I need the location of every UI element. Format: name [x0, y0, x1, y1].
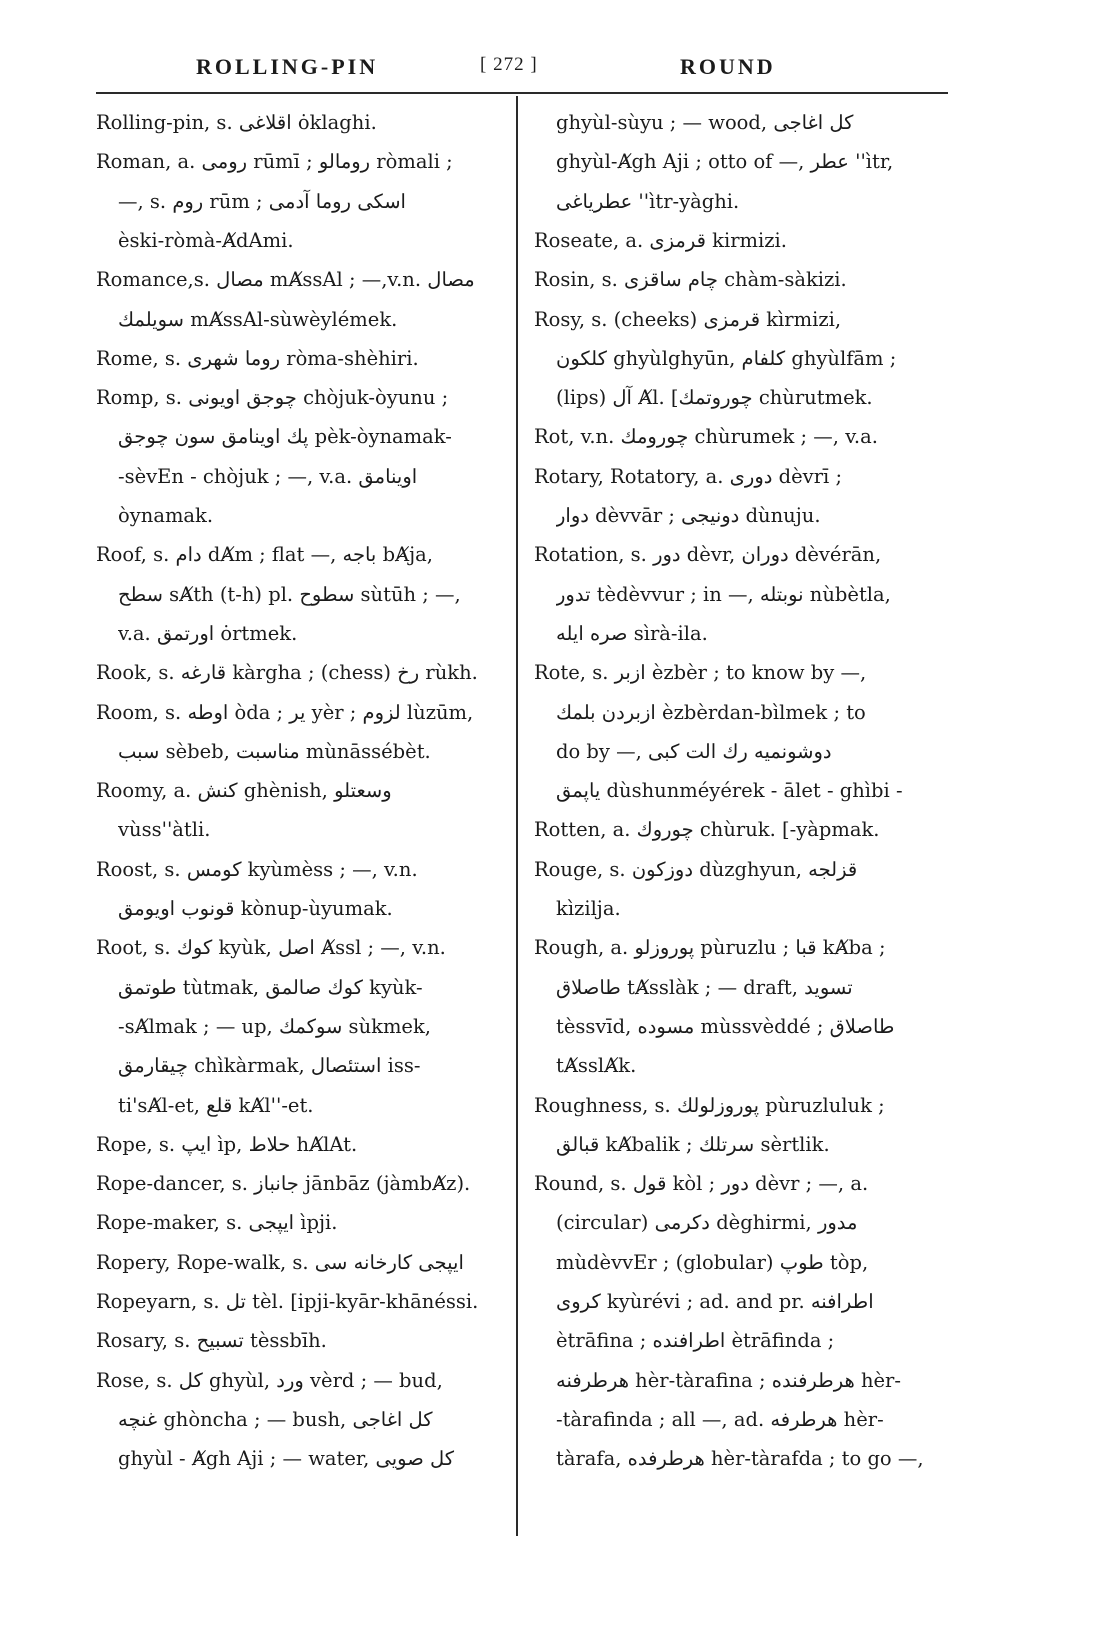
entry-continuation-line: ghyùl-sùyu ; — wood, كل اغاجى	[556, 111, 854, 134]
entry-continuation-line: صره ايله sìrà-ila.	[556, 621, 708, 645]
entry-continuation-line: -sȺlmak ; — up, سوكمك sùkmek,	[118, 1014, 431, 1038]
column-divider	[516, 96, 518, 1536]
entry-headword-line: Rosin, s. چام ساقزى chàm-sàkizi.	[534, 268, 847, 292]
entry-headword-line: Roughness, s. پوروزلولك pùruzluluk ;	[534, 1093, 885, 1117]
entry-headword-line: Romance,s. مصال mȺssAl ; —,v.n. مصال	[96, 268, 475, 292]
entry-continuation-line: سويلمك mȺssAl-sùwèylémek.	[118, 307, 398, 331]
entry-headword-line: Rosy, s. (cheeks) قرمزى kìrmizi,	[534, 307, 842, 331]
entry-continuation-line: vùss''àtli.	[118, 818, 211, 842]
header-last-entry: ROUND	[680, 54, 776, 79]
entry-continuation-line: كروى kyùrévi ; ad. and pr. اطرافنه	[556, 1290, 874, 1313]
entry-headword-line: Rook, s. قارغه kàrgha ; (chess) رخ rùkh.	[96, 661, 478, 685]
entry-continuation-line: طوتمق tùtmak, كوك صالمق kyùk-	[118, 975, 423, 999]
entry-headword-line: Roomy, a. كنش ghènish, وسعتلو	[96, 779, 392, 803]
entry-continuation-line: òynamak.	[118, 504, 214, 527]
entry-continuation-line: ètrāfina ; اطرافنده ètrāfinda ;	[556, 1329, 835, 1353]
entry-continuation-line: —, s. روم rūm ; اسكى روما آدمى	[118, 189, 406, 213]
entry-continuation-line: سطح sȺth (t-h) pl. سطوح sùtūh ; —,	[118, 582, 461, 606]
entry-headword-line: Root, s. كوك kyùk, اصل Ⱥssl ; —, v.n.	[96, 936, 446, 960]
entry-headword-line: Ropeyarn, s. تل tèl. [ipji-kyār-khānéssi.	[96, 1290, 479, 1313]
entry-continuation-line: غنچه ghòncha ; — bush, كل اغاجى	[118, 1407, 433, 1431]
header-first-entry: ROLLING-PIN	[196, 54, 379, 79]
entry-continuation-line: ياپمق dùshunméyérek - ālet - ghìbi -	[556, 779, 903, 803]
entry-headword-line: Rotary, Rotatory, a. دورى dèvrī ;	[534, 464, 843, 488]
entry-headword-line: Rote, s. ازبر èzbèr ; to know by —,	[534, 661, 867, 685]
entry-continuation-line: tȺsslȺk.	[556, 1054, 637, 1078]
entry-headword-line: Rope-dancer, s. جانباز jānbāz (jàmbȺz).	[96, 1172, 471, 1196]
page-number: [ 272 ]	[480, 54, 538, 75]
entry-headword-line: Round, s. قول kòl ; دور dèvr ; —, a.	[534, 1172, 869, 1196]
entry-continuation-line: پك اوينامق سون چوجق pèk-òynamak-	[118, 425, 452, 449]
entry-continuation-line: -sèvEn - chòjuk ; —, v.a. اوينامق	[118, 464, 418, 488]
entry-headword-line: Rouge, s. دوزكون dùzghyun, قزلجه	[534, 857, 858, 881]
entry-headword-line: Rotation, s. دور dèvr, دوران dèvérān,	[534, 543, 882, 567]
entry-continuation-line: قبالق kȺbalik ; سرتلك sèrtlik.	[556, 1132, 830, 1156]
entry-headword-line: Roost, s. كومس kyùmèss ; —, v.n.	[96, 857, 418, 881]
entry-headword-line: Rope, s. ايپ ìp, حلاط hȺlAt.	[96, 1132, 358, 1156]
entry-continuation-line: ghyùl - Ⱥgh Aji ; — water, كل صويى	[118, 1447, 455, 1471]
entry-continuation-line: -tàrafinda ; all —, ad. هرطرفه hèr-	[556, 1407, 884, 1431]
entry-continuation-line: عطرياغى ''ìtr-yàghi.	[556, 189, 740, 213]
entry-headword-line: Rough, a. پوروزلو pùruzlu ; قبا kȺba ;	[534, 936, 886, 960]
entry-continuation-line: v.a. اورتمق ȯrtmek.	[118, 621, 298, 645]
entry-headword-line: Rome, s. روما شهرى ròma-shèhiri.	[96, 346, 419, 370]
entry-continuation-line: طاصلاق tȺsslàk ; — draft, تسويد	[556, 975, 853, 999]
entry-headword-line: Roseate, a. قرمزى kirmizi.	[534, 228, 787, 252]
entry-headword-line: Rose, s. كل ghyùl, ورد vèrd ; — bud,	[96, 1368, 443, 1392]
entry-headword-line: Ropery, Rope-walk, s. ايپجى كارخانه سى	[96, 1250, 464, 1274]
entry-headword-line: Rope-maker, s. ايپجى ìpji.	[96, 1211, 338, 1235]
entry-continuation-line: قونوب اويومق kònup-ùyumak.	[118, 897, 393, 920]
entry-headword-line: Rosary, s. تسبيح tèssbīh.	[96, 1329, 327, 1353]
entry-headword-line: Rotten, a. چوروك chùruk. [-yàpmak.	[534, 818, 880, 842]
entry-continuation-line: èski-ròmà-ȺdAmi.	[118, 228, 294, 252]
entry-continuation-line: تدور tèdèvvur ; in —, نوبتله nùbètla,	[556, 582, 891, 606]
entry-headword-line: Roof, s. دام dȺm ; flat —, باجه bȺja,	[96, 543, 434, 567]
entry-continuation-line: چيقارمق chìkàrmak, استئصال iss-	[118, 1054, 421, 1078]
entry-headword-line: Room, s. اوطه òda ; ير yèr ; لزوم lùzūm,	[96, 700, 474, 724]
entry-continuation-line: ازبردن بلمك èzbèrdan-bìlmek ; to	[556, 700, 866, 724]
entry-headword-line: Roman, a. رومى rūmī ; رومالو ròmali ;	[96, 150, 453, 174]
entry-continuation-line: tàrafa, هرطرفده hèr-tàrafda ; to go —,	[556, 1447, 924, 1471]
entry-headword-line: Romp, s. چوجق اويونى chòjuk-òyunu ;	[96, 386, 449, 410]
entry-continuation-line: kìzilja.	[556, 897, 621, 920]
entry-continuation-line: (circular) دكرمى dèghirmi, مدور	[556, 1211, 858, 1235]
entry-continuation-line: ghyùl-Ⱥgh Aji ; otto of —, عطر ''ìtr,	[556, 150, 894, 174]
entry-headword-line: Rolling-pin, s. اقلاغى ȯklaghi.	[96, 111, 377, 134]
entry-continuation-line: do by —, دوشونميه رك الت كبى	[556, 739, 832, 763]
header-rule	[96, 92, 948, 94]
page-header	[96, 50, 946, 84]
entry-continuation-line: سبب sèbeb, مناسبت mùnāssébèt.	[118, 739, 431, 763]
entry-headword-line: Rot, v.n. چورومك chùrumek ; —, v.a.	[534, 425, 878, 449]
entry-continuation-line: هرطرفنه hèr-tàrafina ; هرطرفنده hèr-	[556, 1368, 901, 1392]
entry-continuation-line: mùdèvvEr ; (globular) طوپ tòp,	[556, 1250, 869, 1274]
entry-continuation-line: (lips) آل Ⱥl. [چوروتمك chùrutmek.	[556, 386, 873, 410]
entry-continuation-line: tèssvīd, مسوده mùssvèddé ; طاصلاق	[556, 1014, 895, 1038]
entry-continuation-line: كلكون ghyùlghyūn, كلفام ghyùlfām ;	[556, 346, 897, 370]
entry-continuation-line: دوار dèvvār ; دونيجى dùnuju.	[556, 504, 821, 527]
entry-continuation-line: ti'sȺl-et, قلع kȺl''-et.	[118, 1093, 314, 1117]
